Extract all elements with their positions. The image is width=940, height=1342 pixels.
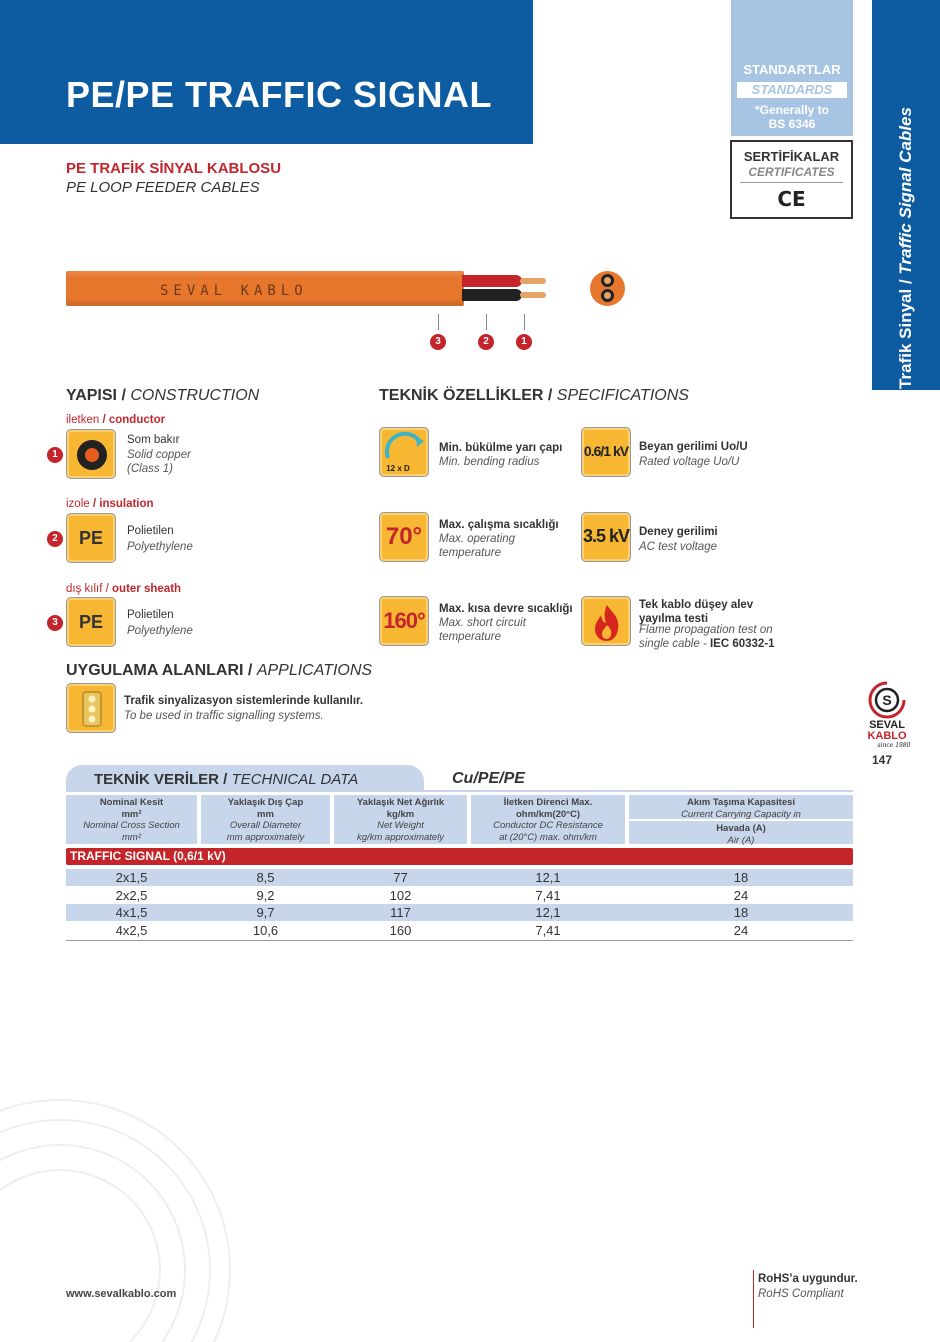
cell-diameter: 8,5 (256, 870, 275, 885)
subtitle-en: PE LOOP FEEDER CABLES (66, 179, 260, 196)
column-header-title-en: Net Weight (377, 820, 424, 831)
specifications-heading (379, 387, 689, 405)
construction-badge-1: 1 (47, 447, 63, 463)
traffic-light-graphic (67, 684, 117, 734)
column-header-unit: mm² (121, 808, 142, 820)
cell-current: 18 (733, 905, 749, 920)
spec-test-voltage-tr: Deney gerilimi (639, 526, 718, 538)
rohs-tr: RoHS’a uygundur. (758, 1273, 858, 1285)
cross-section-core (601, 274, 614, 287)
column-header-unit-en: mm² (122, 831, 141, 843)
side-tab-text-en: Traffic Signal Cables (896, 107, 915, 275)
label-separator: / (99, 414, 109, 426)
cable-core-red (462, 275, 522, 287)
insulation-desc-en: Polyethylene (127, 541, 193, 553)
column-header-title: Nominal Kesit (99, 797, 164, 808)
applications-en: To be used in traffic signalling systems. (124, 710, 324, 722)
heading-separator: / (219, 771, 232, 788)
table-row (66, 869, 853, 886)
column-header-title: Yaklaşık Dış Çap (227, 797, 304, 808)
spec-short-circuit-en-2: temperature (439, 631, 502, 643)
callout-badge-3: 3 (430, 334, 446, 350)
column-header-unit-en: kg/km approximately (356, 831, 445, 843)
technical-data-heading (94, 771, 358, 788)
website-link[interactable]: www.sevalkablo.com (66, 1288, 177, 1300)
table-row (66, 904, 853, 921)
spec-bending-tr: Min. bükülme yarı çapı (439, 442, 563, 454)
technical-data-rule (66, 790, 853, 792)
construction-heading-en: CONSTRUCTION (130, 387, 260, 404)
logo-since: since 1980 (877, 742, 911, 749)
cable-print: SEVAL KABLO (160, 283, 308, 299)
side-tab (872, 0, 940, 390)
outer-sheath-desc-en: Polyethylene (127, 625, 193, 637)
bending-radius-icon (379, 427, 429, 477)
conductor-desc-en-1: Solid copper (127, 449, 191, 461)
conductor-desc-tr: Som bakır (127, 434, 180, 446)
certificates-divider (740, 182, 843, 183)
cell-resistance: 12,1 (535, 905, 561, 920)
column-header-title-en: Conductor DC Resistance (493, 820, 603, 831)
rohs-en: RoHS Compliant (758, 1288, 844, 1300)
cell-current: 24 (733, 923, 749, 938)
table-bottom-rule (66, 940, 853, 941)
spec-bending-en: Min. bending radius (439, 456, 540, 468)
short-circuit-temperature-icon (379, 596, 429, 646)
heading-separator: / (243, 662, 257, 679)
cell-resistance: 12,1 (535, 870, 561, 885)
column-header-unit: kg/km (386, 808, 415, 820)
cell-cross-section: 2x2,5 (115, 888, 148, 903)
callout-badge-1: 1 (516, 334, 532, 350)
page-title: PE/PE TRAFFIC SIGNAL (66, 74, 493, 115)
label-separator: / (89, 498, 100, 510)
conductor-desc-en (127, 448, 191, 476)
cell-diameter: 9,7 (256, 905, 275, 920)
column-header-title-en: Nominal Cross Section (83, 820, 180, 831)
spec-flame-tr (639, 598, 753, 626)
outer-sheath-pe-text: PE (78, 612, 103, 632)
column-header-title: Yaklaşık Net Ağırlık (356, 797, 445, 808)
cell-weight: 77 (393, 870, 408, 885)
spec-operating-temp-tr: Max. çalışma sıcaklığı (439, 519, 559, 531)
certificates-box (730, 140, 853, 219)
specifications-heading-tr: TEKNİK ÖZELLİKLER (379, 387, 544, 404)
spec-flame-en-1: Flame propagation test on (639, 624, 773, 636)
cell-weight: 102 (389, 888, 412, 903)
cable-core-black (462, 289, 522, 301)
table-group-row: TRAFFIC SIGNAL (0,6/1 kV) (66, 848, 853, 865)
spec-rated-voltage-tr: Beyan gerilimi Uo/U (639, 441, 748, 453)
column-header-resistance (471, 795, 625, 844)
callout-line (438, 314, 439, 330)
standards-label-tr: STANDARTLAR (743, 62, 841, 77)
bending-radius-text: 12 x D (386, 464, 410, 473)
ce-mark-icon: CE (777, 187, 806, 211)
table-row (66, 922, 853, 939)
construction-badge-3: 3 (47, 615, 63, 631)
flame-icon (581, 596, 631, 646)
column-header-unit-en: at (20°C) max. ohm/km (499, 831, 597, 843)
traffic-light-icon (66, 683, 116, 733)
label-en: insulation (99, 498, 154, 510)
column-header-unit: mm (257, 808, 274, 820)
logo-name-1: SEVAL (869, 719, 905, 731)
column-header-current-capacity (629, 795, 853, 819)
cell-current: 18 (733, 870, 749, 885)
copper-conductor (520, 292, 546, 298)
standards-note-line2: BS 6346 (768, 117, 816, 131)
conductor-core (85, 448, 99, 462)
test-voltage-text: 3.5 kV (582, 526, 630, 546)
column-header-diameter (201, 795, 330, 844)
conductor-desc-en-2: (Class 1) (127, 463, 174, 475)
cell-weight: 160 (389, 923, 412, 938)
insulation-pe-text: PE (78, 528, 103, 548)
watermark-logo (0, 1090, 240, 1342)
outer-sheath-pe-icon (66, 597, 116, 647)
copper-conductor (520, 278, 546, 284)
table-row (66, 887, 853, 904)
conductor-insulation-ring (77, 440, 107, 470)
cell-current: 24 (733, 888, 749, 903)
column-header-subtitle-en: Air (A) (727, 834, 755, 846)
column-header-title-en: Overall Diameter (229, 820, 302, 831)
standards-box (731, 0, 853, 136)
spec-test-voltage-en: AC test voltage (639, 541, 717, 553)
rated-voltage-icon (581, 427, 631, 477)
conductor-cross-section-icon (66, 429, 116, 479)
spec-flame-tr-1: Tek kablo düşey alev (639, 599, 754, 611)
construction-label-outer-sheath (66, 583, 181, 595)
cell-diameter: 9,2 (256, 888, 275, 903)
specifications-heading-en: SPECIFICATIONS (556, 387, 689, 404)
label-tr: izole (66, 498, 90, 510)
side-tab-text (896, 107, 916, 389)
column-header-weight (334, 795, 467, 844)
label-en: conductor (108, 414, 166, 426)
subtitle-tr: PE TRAFİK SİNYAL KABLOSU (66, 160, 282, 177)
column-header-cross-section (66, 795, 197, 844)
spec-flame-en-2: single cable - (639, 638, 710, 650)
outer-sheath-desc-tr: Polietilen (127, 609, 174, 621)
column-header-title: İletken Direnci Max. (503, 797, 593, 808)
cell-weight: 117 (390, 905, 411, 920)
certificates-label-en: CERTIFICATES (748, 165, 835, 179)
test-voltage-icon (581, 512, 631, 562)
spec-flame-standard: IEC 60332-1 (709, 638, 775, 650)
technical-data-heading-en: TECHNICAL DATA (231, 771, 359, 788)
spec-flame-en-2-line (639, 637, 775, 651)
column-header-unit: ohm/km(20°C) (516, 808, 580, 820)
seval-logo-graphic (858, 680, 916, 750)
cell-resistance: 7,41 (535, 888, 561, 903)
technical-data-heading-tr: TEKNİK VERİLER (94, 771, 220, 788)
spec-short-circuit-en (439, 616, 526, 644)
spec-flame-en (639, 623, 775, 651)
column-header-air (629, 821, 853, 844)
cell-diameter: 10,6 (252, 923, 279, 938)
standards-note-line1: *Generally to (754, 103, 830, 117)
construction-heading-tr: YAPISI (66, 387, 117, 404)
cell-resistance: 7,41 (535, 923, 561, 938)
logo-letter: S (882, 692, 892, 708)
insulation-pe-icon (66, 513, 116, 563)
applications-heading-en: APPLICATIONS (256, 662, 373, 679)
label-tr: dış kılıf (66, 583, 103, 595)
column-header-title: Akım Taşıma Kapasitesi (686, 797, 796, 808)
column-header-title-en: Current Carrying Capacity in (681, 808, 801, 820)
cable-cross-section-icon (590, 271, 625, 306)
construction-badge-2: 2 (47, 531, 63, 547)
spec-rated-voltage-en: Rated voltage Uo/U (639, 456, 740, 468)
rated-voltage-text: 0.6/1 kV (583, 443, 629, 459)
cell-cross-section: 4x2,5 (115, 923, 148, 938)
standards-label-en: STANDARDS (737, 82, 847, 98)
label-tr: iletken (66, 414, 100, 426)
column-header-unit-en: mm approximately (226, 831, 305, 843)
header-band (0, 0, 533, 144)
heading-separator: / (543, 387, 557, 404)
heading-separator: / (117, 387, 131, 404)
construction-label-conductor (66, 414, 165, 426)
spec-flame-tr-2: yayılma testi (639, 613, 709, 625)
spec-short-circuit-tr: Max. kısa devre sıcaklığı (439, 603, 573, 615)
cross-section-core (601, 289, 614, 302)
cell-cross-section: 2x1,5 (115, 870, 148, 885)
certificates-label-tr: SERTİFİKALAR (743, 149, 840, 164)
callout-line (486, 314, 487, 330)
standards-note (731, 103, 853, 131)
cell-cross-section: 4x1,5 (115, 905, 148, 920)
side-tab-text-tr: Trafik Sinyal / (896, 274, 915, 389)
short-circuit-temperature-text: 160° (383, 608, 425, 633)
seval-kablo-logo (858, 680, 916, 750)
spec-operating-temp-en-2: temperature (439, 547, 502, 559)
operating-temperature-text: 70° (385, 523, 423, 550)
construction-label-insulation (66, 498, 154, 510)
label-separator: / (102, 583, 113, 595)
rohs-divider (753, 1270, 754, 1328)
construction-heading (66, 387, 259, 405)
callout-badge-2: 2 (478, 334, 494, 350)
logo-name-2: KABLO (867, 730, 907, 742)
spec-operating-temp-en-1: Max. operating (439, 533, 516, 545)
insulation-desc-tr: Polietilen (127, 525, 174, 537)
flame-graphic (582, 597, 631, 646)
operating-temperature-icon (379, 512, 429, 562)
spec-short-circuit-en-1: Max. short circuit (439, 617, 526, 629)
technical-data-material: Cu/PE/PE (452, 770, 525, 787)
callout-line (524, 314, 525, 330)
applications-tr: Trafik sinyalizasyon sistemlerinde kullanılır. (124, 695, 364, 707)
page-number: 147 (872, 753, 893, 767)
label-en: outer sheath (112, 583, 182, 595)
applications-heading (66, 662, 372, 680)
column-header-subtitle: Havada (A) (716, 823, 766, 834)
spec-operating-temp-en (439, 532, 515, 560)
applications-heading-tr: UYGULAMA ALANLARI (66, 662, 244, 679)
